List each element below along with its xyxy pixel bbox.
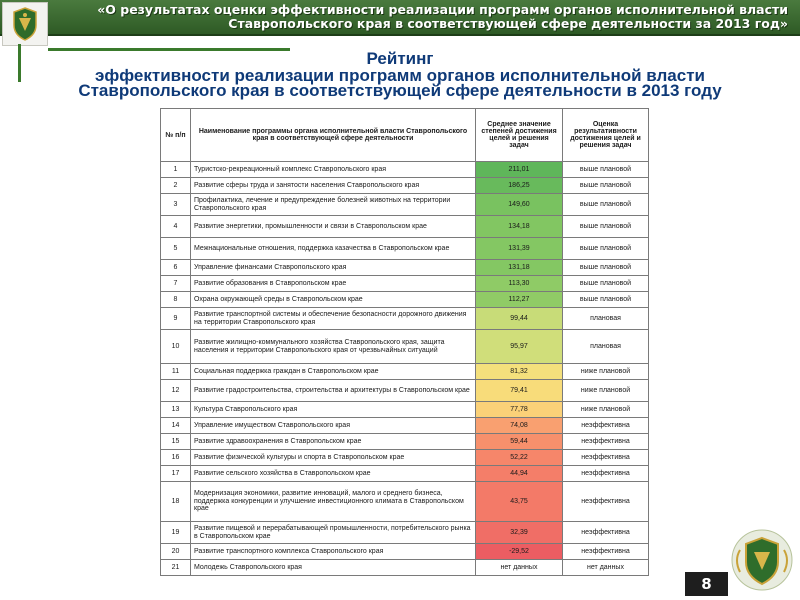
row-program-name: Развитие сельского хозяйства в Ставропольском крае (191, 466, 476, 482)
row-num: 1 (161, 162, 191, 178)
row-program-name: Развитие жилищно-коммунального хозяйства Ставропольского края, защита населения и территории Ставропольского края от чрезвычайных ситуаций (191, 330, 476, 364)
row-value: 131,39 (476, 238, 563, 260)
row-status: плановая (563, 330, 649, 364)
coat-of-arms-icon (2, 2, 48, 46)
row-program-name: Развитие градостроительства, строительства и архитектуры в Ставропольском крае (191, 380, 476, 402)
row-value: 186,25 (476, 178, 563, 194)
rating-table (160, 108, 649, 576)
row-status: нет данных (563, 560, 649, 576)
table-row (161, 434, 649, 450)
table-row (161, 544, 649, 560)
row-num: 11 (161, 364, 191, 380)
col-header-name: Наименование программы органа исполнительной власти Ставропольского края в соответствующей сфере деятельности (191, 109, 476, 162)
table-row (161, 364, 649, 380)
row-num: 15 (161, 434, 191, 450)
row-program-name: Молодежь Ставропольского края (191, 560, 476, 576)
row-value: 32,39 (476, 522, 563, 544)
row-program-name: Развитие образования в Ставропольском крае (191, 276, 476, 292)
row-num: 9 (161, 308, 191, 330)
row-num: 12 (161, 380, 191, 402)
col-header-status: Оценка результативности достижения целей и решения задач (563, 109, 649, 162)
row-value: 44,94 (476, 466, 563, 482)
row-value: 77,78 (476, 402, 563, 418)
row-status: неэффективна (563, 450, 649, 466)
row-status: неэффективна (563, 544, 649, 560)
row-program-name: Охрана окружающей среды в Ставропольском крае (191, 292, 476, 308)
row-value: 149,60 (476, 194, 563, 216)
row-program-name: Развитие транспортного комплекса Ставропольского края (191, 544, 476, 560)
row-status: неэффективна (563, 434, 649, 450)
row-num: 19 (161, 522, 191, 544)
table-row (161, 276, 649, 292)
row-status: выше плановой (563, 216, 649, 238)
table-row (161, 450, 649, 466)
table-row (161, 522, 649, 544)
table-row (161, 194, 649, 216)
header-bar (0, 0, 800, 36)
coat-of-arms-corner-icon (726, 520, 798, 598)
row-program-name: Культура Ставропольского края (191, 402, 476, 418)
row-status: выше плановой (563, 276, 649, 292)
row-program-name: Туристско-рекреационный комплекс Ставропольского края (191, 162, 476, 178)
row-program-name: Управление финансами Ставропольского края (191, 260, 476, 276)
row-value: 43,75 (476, 482, 563, 522)
table-row (161, 418, 649, 434)
row-num: 14 (161, 418, 191, 434)
row-num: 4 (161, 216, 191, 238)
row-program-name: Развитие здравоохранения в Ставропольском крае (191, 434, 476, 450)
row-value: 52,22 (476, 450, 563, 466)
row-value: 211,01 (476, 162, 563, 178)
row-value: нет данных (476, 560, 563, 576)
table-row (161, 380, 649, 402)
row-value: 131,18 (476, 260, 563, 276)
row-num: 3 (161, 194, 191, 216)
header-line-1: «О результатах оценки эффективности реализации программ органов исполнительной власти (97, 2, 788, 17)
row-status: выше плановой (563, 162, 649, 178)
row-num: 7 (161, 276, 191, 292)
row-value: 112,27 (476, 292, 563, 308)
row-status: выше плановой (563, 292, 649, 308)
row-num: 20 (161, 544, 191, 560)
row-status: плановая (563, 308, 649, 330)
row-program-name: Профилактика, лечение и предупреждение болезней животных на территории Ставропольского края (191, 194, 476, 216)
col-header-num: № п/п (161, 109, 191, 162)
row-num: 10 (161, 330, 191, 364)
row-status: выше плановой (563, 194, 649, 216)
row-value: 99,44 (476, 308, 563, 330)
row-value: 113,30 (476, 276, 563, 292)
row-num: 5 (161, 238, 191, 260)
row-value: 81,32 (476, 364, 563, 380)
row-status: неэффективна (563, 418, 649, 434)
page-subtitle-1: эффективности реализации программ органов исполнительной власти (95, 66, 705, 85)
table-row (161, 216, 649, 238)
table-header-row (161, 109, 649, 162)
table-row (161, 178, 649, 194)
row-status: неэффективна (563, 522, 649, 544)
row-status: ниже плановой (563, 380, 649, 402)
row-status: ниже плановой (563, 364, 649, 380)
row-program-name: Развитие энергетики, промышленности и связи в Ставропольском крае (191, 216, 476, 238)
row-num: 13 (161, 402, 191, 418)
table-row (161, 466, 649, 482)
header-line-2: Ставропольского края в соответствующей сфере деятельности за 2013 год» (228, 16, 788, 31)
page-title: Рейтинг (366, 49, 434, 68)
row-status: выше плановой (563, 260, 649, 276)
table-row (161, 162, 649, 178)
row-status: неэффективна (563, 482, 649, 522)
row-value: 59,44 (476, 434, 563, 450)
row-num: 8 (161, 292, 191, 308)
row-value: 79,41 (476, 380, 563, 402)
row-num: 17 (161, 466, 191, 482)
col-header-value: Среднее значение степеней достижения целей и решения задач (476, 109, 563, 162)
page-number: 8 (685, 572, 728, 596)
row-num: 21 (161, 560, 191, 576)
table-row (161, 238, 649, 260)
row-program-name: Развитие транспортной системы и обеспечение безопасности дорожного движения на территории Ставропольского края (191, 308, 476, 330)
table-row (161, 560, 649, 576)
table-row (161, 402, 649, 418)
row-program-name: Развитие сферы труда и занятости населения Ставропольского края (191, 178, 476, 194)
row-value: -29,52 (476, 544, 563, 560)
row-num: 18 (161, 482, 191, 522)
row-program-name: Развитие пищевой и перерабатывающей промышленности, потребительского рынка в Ставропольском крае (191, 522, 476, 544)
row-program-name: Межнациональные отношения, поддержка казачества в Ставропольском крае (191, 238, 476, 260)
row-status: выше плановой (563, 238, 649, 260)
table-row (161, 330, 649, 364)
row-num: 2 (161, 178, 191, 194)
row-program-name: Социальная поддержка граждан в Ставропольском крае (191, 364, 476, 380)
row-status: ниже плановой (563, 402, 649, 418)
table-row (161, 308, 649, 330)
row-program-name: Модернизация экономики, развитие инноваций, малого и среднего бизнеса, поддержка конкуренции и улучшение инвестиционного климата в Ставропольском крае (191, 482, 476, 522)
table-row (161, 260, 649, 276)
row-status: неэффективна (563, 466, 649, 482)
row-value: 95,97 (476, 330, 563, 364)
row-value: 134,18 (476, 216, 563, 238)
row-num: 6 (161, 260, 191, 276)
table-row (161, 482, 649, 522)
page-subtitle-2: Ставропольского края в соответствующей сфере деятельности в 2013 году (78, 81, 722, 100)
row-num: 16 (161, 450, 191, 466)
row-program-name: Управление имуществом Ставропольского края (191, 418, 476, 434)
row-program-name: Развитие физической культуры и спорта в Ставропольском крае (191, 450, 476, 466)
table-row (161, 292, 649, 308)
row-status: выше плановой (563, 178, 649, 194)
row-value: 74,08 (476, 418, 563, 434)
